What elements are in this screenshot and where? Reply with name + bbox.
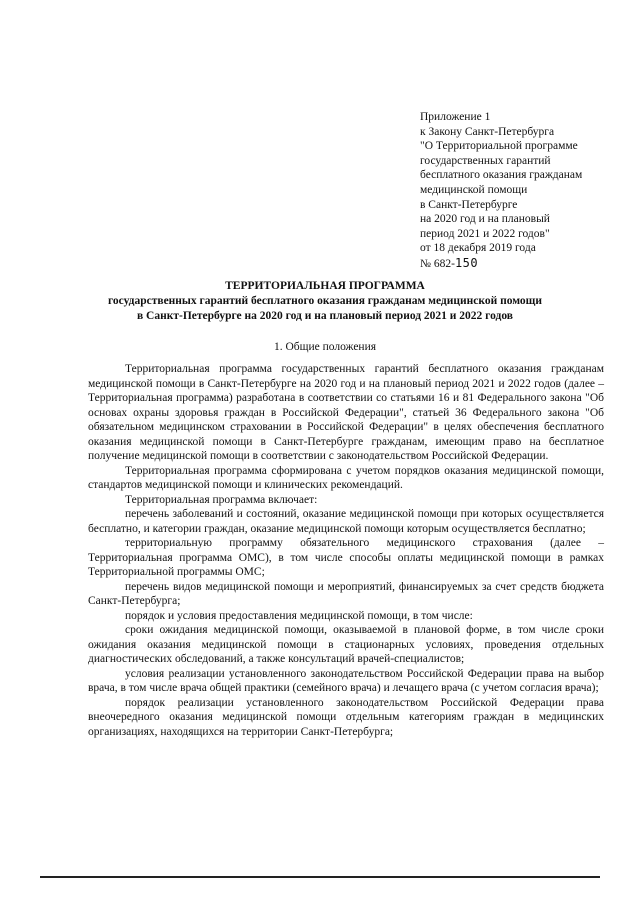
appendix-line: период 2021 и 2022 годов" [420, 227, 550, 240]
document-title: ТЕРРИТОРИАЛЬНАЯ ПРОГРАММА [225, 280, 425, 292]
appendix-line: к Закону Санкт-Петербурга [420, 125, 555, 138]
section-heading: 1. Общие положения [273, 341, 377, 353]
appendix-line: "О Территориальной программе [420, 140, 578, 153]
paragraph: сроки ожидания медицинской помощи, оказываемой в плановой форме, в том числе сроки ожидания оказания медицинской помощи в стационарных условиях, проведения отдельных диагностических обследований, а также консультаций врачей-специалистов; [88, 624, 604, 665]
paragraph: порядок и условия предоставления медицинской помощи, в том числе: [125, 609, 473, 622]
page-bottom-rule [40, 876, 600, 878]
appendix-block [420, 110, 625, 272]
appendix-line: государственных гарантий [420, 154, 551, 167]
paragraph: Территориальная программа сформирована с учетом порядков оказания медицинской помощи, стандартов медицинской помощи и клинических рекомендаций. [88, 464, 604, 491]
paragraph: перечень видов медицинской помощи и мероприятий, финансируемых за счет средств бюджета Санкт-Петербурга; [88, 580, 604, 607]
paragraph: территориальную программу обязательного медицинского страхования (далее – Территориальная программа ОМС), в том числе способы оплаты медицинской помощи в рамках Территориальной программы ОМС; [88, 537, 604, 578]
paragraph: перечень заболеваний и состояний, оказание медицинской помощи при которых осуществляется бесплатно, и категории граждан, оказание медицинской помощи которым осуществляется бесплатно; [88, 508, 604, 535]
document-body [88, 362, 604, 739]
appendix-line: от 18 декабря 2019 года [420, 242, 536, 255]
paragraph: условия реализации установленного законодательством Российской Федерации права на выбор врача, в том числе врача общей практики (семейного врача) и лечащего врача (с учетом согласия врача); [88, 667, 604, 694]
appendix-line: бесплатного оказания гражданам [420, 169, 583, 182]
appendix-line: медицинской помощи [420, 183, 528, 196]
paragraph: Территориальная программа включает: [125, 493, 318, 506]
law-number-handwritten: 150 [454, 255, 479, 270]
document-subtitle-line-2: в Санкт-Петербурге на 2020 год и на плановый период 2021 и 2022 годов [136, 310, 514, 322]
law-number-prefix: № 682- [420, 257, 455, 270]
paragraph: Территориальная программа государственных гарантий бесплатного оказания гражданам медицинской помощи в Санкт-Петербурге на 2020 год и на плановый период 2021 и 2022 годов (далее – Территориальная программа) разработана в соответствии со статьями 16 и 81 Федерального закона "Об основах охраны здоровья граждан в Российской Федерации", статьей 36 Федерального закона "Об обязательном медицинском страховании в Российской Федерации" в целях обеспечения бесплатного оказания медицинской помощи в Санкт-Петербурге гражданам, имеющим право на бесплатное получение медицинской помощи в соответствии с законодательством Российской Федерации. [88, 363, 604, 462]
appendix-line: на 2020 год и на плановый [420, 213, 550, 226]
appendix-line: Приложение 1 [420, 111, 491, 123]
appendix-line: в Санкт-Петербурге [420, 198, 518, 211]
law-number [420, 256, 625, 272]
paragraph: порядок реализации установленного законодательством Российской Федерации права внеочередного оказания медицинской помощи отдельным категориям граждан в медицинских организациях, находящихся на территории Санкт-Петербурга; [88, 696, 604, 738]
document-subtitle-line-1: государственных гарантий бесплатного оказания гражданам медицинской помощи [107, 295, 543, 307]
